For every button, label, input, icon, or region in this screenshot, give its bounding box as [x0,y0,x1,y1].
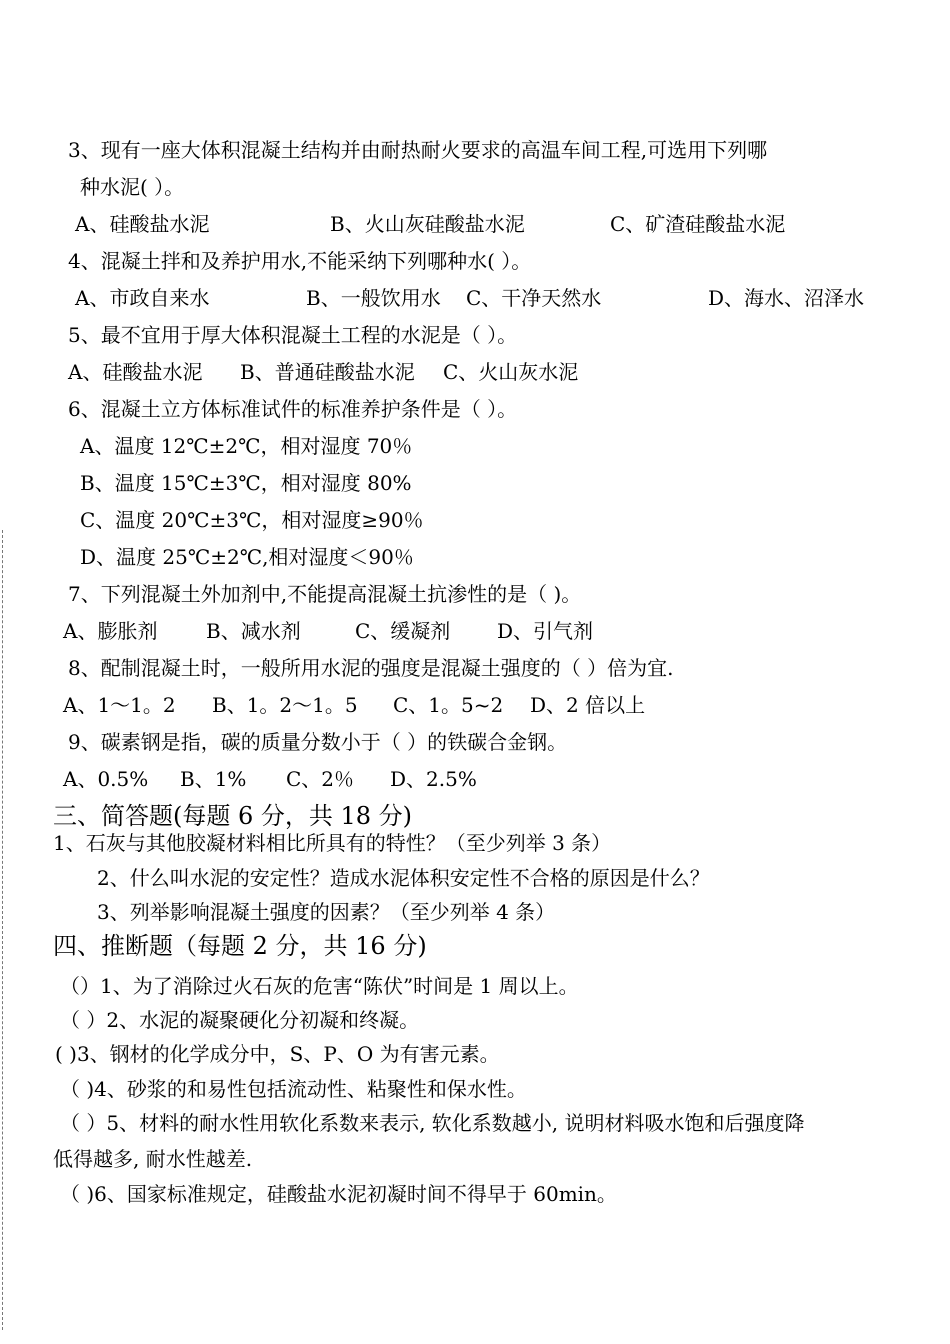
q6-option-c: C、温度 20℃±3℃，相对湿度≥90％ [80,508,424,532]
q4-option-a: A、市政自来水 [75,286,210,310]
question-3-cont: 种水泥( ）。 [80,175,185,199]
q7-option-d: D、引气剂 [497,619,594,643]
q3-option-a: A、硅酸盐水泥 [75,212,210,236]
section-4-item-6: （ )6、国家标准规定，硅酸盐水泥初凝时间不得早于 60min。 [60,1182,617,1206]
q7-option-b: B、减水剂 [206,619,301,643]
q6-option-b: B、温度 15℃±3℃，相对湿度 80% [80,471,412,495]
section-3-item-2: 2、什么叫水泥的安定性？造成水泥体积安定性不合格的原因是什么？ [97,866,710,890]
q3-option-c: C、矿渣硅酸盐水泥 [610,212,786,236]
q9-option-c: C、2％ [286,767,355,791]
section-4-item-1: （）1、为了消除过火石灰的危害“陈伏”时间是 1 周以上。 [60,974,579,998]
q8-option-b: B、1。2～1。5 [212,693,358,717]
section-4-item-3: ( )3、钢材的化学成分中，S、P、O 为有害元素。 [55,1042,500,1066]
question-4: 4、混凝土拌和及养护用水,不能采纳下列哪种水( ）。 [68,249,532,273]
q7-option-c: C、缓凝剂 [355,619,451,643]
question-9: 9、碳素钢是指，碳的质量分数小于（ ）的铁碳合金钢。 [68,730,568,754]
q7-option-a: A、膨胀剂 [63,619,158,643]
question-6: 6、混凝土立方体标准试件的标准养护条件是（ ）。 [68,397,518,421]
q9-option-b: B、1% [180,767,247,791]
q5-option-a: A、硅酸盐水泥 [68,360,203,384]
q6-option-d: D、温度 25℃±2℃,相对湿度＜90％ [80,545,414,569]
section-4-item-4: （ )4、砂浆的和易性包括流动性、粘聚性和保水性。 [60,1077,527,1101]
section-4-item-2: （ ）2、水泥的凝聚硬化分初凝和终凝。 [60,1008,420,1032]
q5-option-b: B、普通硅酸盐水泥 [240,360,415,384]
binding-margin-line [2,530,3,1330]
q4-option-c: C、干净天然水 [466,286,602,310]
question-8: 8、配制混凝土时，一般所用水泥的强度是混凝土强度的（ ）倍为宜. [68,656,674,680]
q4-option-d: D、海水、沼泽水 [708,286,865,310]
q9-option-d: D、2.5% [390,767,477,791]
q8-option-c: C、1。5~2 [393,693,504,717]
q4-option-b: B、一般饮用水 [306,286,441,310]
q9-option-a: A、0.5% [63,767,149,791]
section-4-item-5: （ ）5、材料的耐水性用软化系数来表示, 软化系数越小, 说明材料吸水饱和后强度降 [60,1111,805,1135]
question-7: 7、下列混凝土外加剂中,不能提高混凝土抗渗性的是（ )。 [68,582,582,606]
section-3-title: 三、简答题(每题 6 分，共 18 分) [53,802,413,830]
section-3-item-3: 3、列举影响混凝土强度的因素？（至少列举 4 条） [97,900,556,924]
q6-option-a: A、温度 12℃±2℃，相对湿度 70％ [80,434,413,458]
q8-option-a: A、1～1。2 [63,693,176,717]
q5-option-c: C、火山灰水泥 [443,360,579,384]
section-4-item-5-cont: 低得越多, 耐水性越差. [53,1147,253,1171]
section-3-item-1: 1、石灰与其他胶凝材料相比所具有的特性？（至少列举 3 条） [53,831,612,855]
question-3: 3、现有一座大体积混凝土结构并由耐热耐火要求的高温车间工程,可选用下列哪 [68,138,768,162]
q8-option-d: D、2 倍以上 [530,693,646,717]
section-4-title: 四、推断题（每题 2 分，共 16 分) [53,932,427,960]
question-5: 5、最不宜用于厚大体积混凝土工程的水泥是（ ）。 [68,323,518,347]
q3-option-b: B、火山灰硅酸盐水泥 [330,212,525,236]
